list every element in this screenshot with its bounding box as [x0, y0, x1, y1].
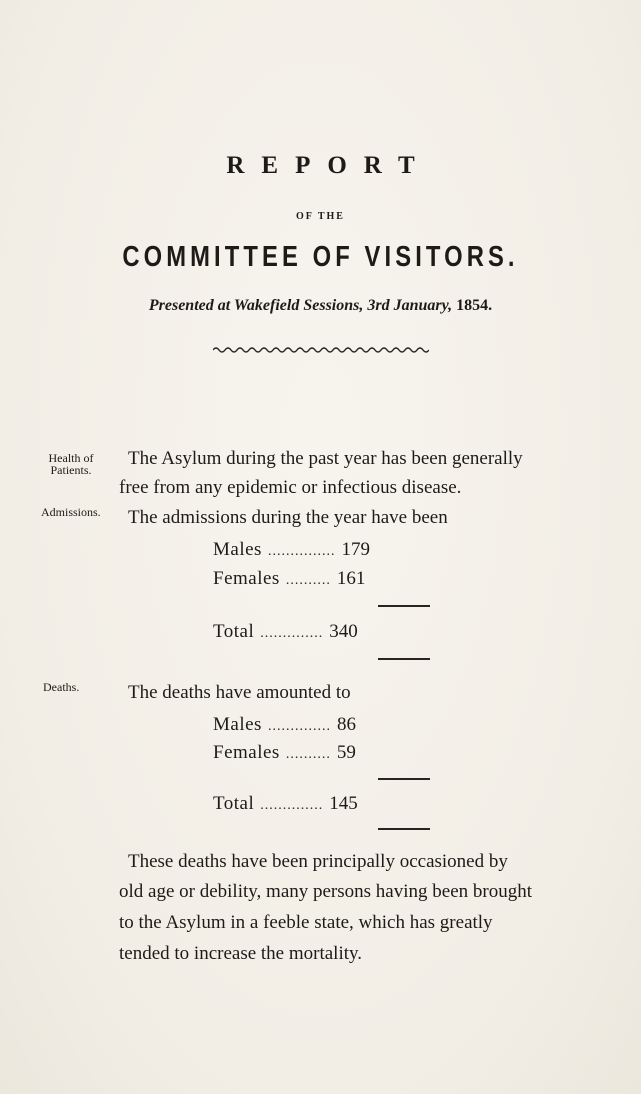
admissions-intro: The admissions during the year have been: [128, 507, 448, 528]
admissions-sum-rule-top: [378, 605, 430, 607]
closing-line3: to the Asylum in a feeble state, which has greatly: [119, 912, 493, 933]
deaths-females-row: [213, 742, 356, 764]
wavy-divider-ornament: [213, 345, 429, 355]
deaths-males-value: 86: [336, 714, 356, 735]
deaths-females-value: 59: [336, 742, 356, 763]
margin-note-health-line1: Health of: [48, 451, 94, 465]
admissions-males-row: [213, 539, 370, 561]
closing-line4: tended to increase the mortality.: [119, 943, 363, 964]
margin-note-health-line2: Patients.: [50, 463, 92, 477]
admissions-total-value: 340: [329, 621, 358, 642]
health-paragraph-line1: The Asylum during the past year has been generally: [128, 448, 523, 469]
deaths-sum-rule-top: [378, 778, 430, 780]
deaths-total-leader: ..............: [260, 798, 324, 813]
presented-year: 1854.: [456, 297, 493, 314]
presented-line: [0, 297, 641, 315]
deaths-males-label: Males: [213, 714, 262, 735]
admissions-females-value: 161: [336, 568, 366, 589]
admissions-females-leader: ..........: [285, 573, 331, 588]
health-paragraph-line2: free from any epidemic or infectious disease.: [119, 477, 462, 498]
closing-line1: These deaths have been principally occasioned by: [128, 851, 508, 872]
deaths-females-leader: ..........: [285, 747, 331, 762]
admissions-males-value: 179: [341, 539, 370, 560]
of-the-subheading: OF THE: [296, 211, 345, 222]
admissions-males-leader: ...............: [267, 544, 336, 559]
deaths-total-value: 145: [329, 793, 358, 814]
admissions-females-row: [213, 568, 365, 590]
deaths-males-leader: ..............: [267, 719, 331, 734]
deaths-sum-rule-bottom: [378, 828, 430, 830]
deaths-total-label: Total: [213, 793, 255, 814]
admissions-total-label: Total: [213, 621, 255, 642]
presented-text: Presented at Wakefield Sessions, 3rd January,: [148, 297, 453, 314]
admissions-females-label: Females: [213, 568, 280, 589]
deaths-females-label: Females: [213, 742, 280, 763]
deaths-total-row: [213, 793, 358, 815]
margin-note-health: [43, 452, 99, 476]
admissions-total-row: [213, 621, 358, 643]
deaths-intro: The deaths have amounted to: [128, 682, 351, 703]
margin-note-admissions: Admissions.: [41, 505, 101, 519]
admissions-males-label: Males: [213, 539, 262, 560]
margin-note-deaths: Deaths.: [43, 680, 80, 694]
committee-title: COMMITTEE OF VISITORS.: [122, 241, 519, 273]
admissions-sum-rule-bottom: [378, 658, 430, 660]
admissions-total-leader: ..............: [260, 626, 324, 641]
deaths-males-row: [213, 714, 356, 736]
report-heading: REPORT: [226, 152, 432, 179]
closing-line2: old age or debility, many persons having been brought: [119, 881, 532, 902]
